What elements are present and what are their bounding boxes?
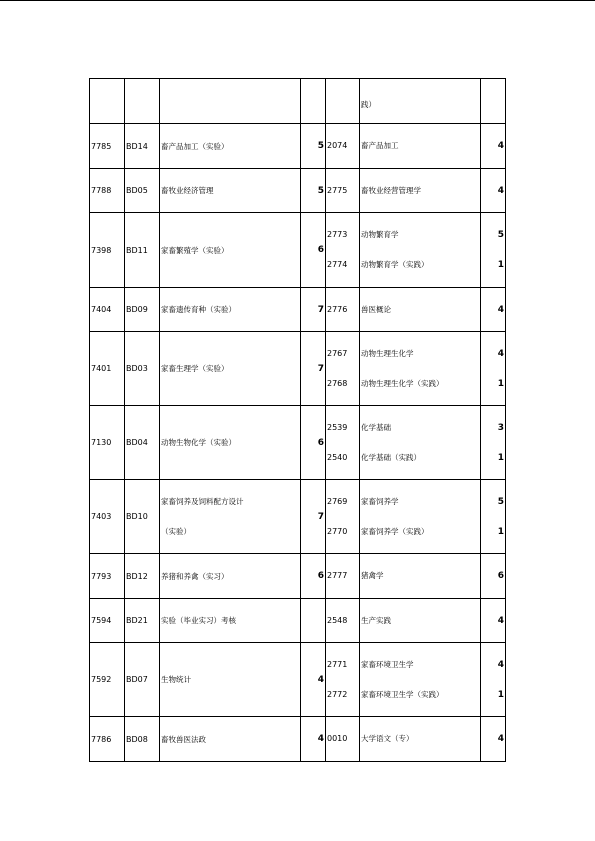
sub-course-credit: 5 bbox=[497, 230, 504, 240]
old-course-name bbox=[160, 480, 301, 554]
sub-course-code: 2776 bbox=[327, 304, 348, 314]
old-course-code: 7130 bbox=[90, 406, 125, 480]
sub-course-code: 2771 bbox=[327, 659, 348, 669]
old-course-code: 7401 bbox=[90, 332, 125, 406]
sub-course-name: 动物生理生化学 bbox=[361, 348, 414, 358]
sub-course-code: 2768 bbox=[327, 378, 348, 388]
new-course-credit bbox=[481, 599, 506, 643]
table-row bbox=[90, 554, 506, 599]
course-mapping-table bbox=[89, 78, 506, 762]
old-course-code: 7786 bbox=[90, 717, 125, 762]
new-course-code bbox=[326, 288, 360, 332]
new-course-name bbox=[360, 480, 481, 554]
new-course-code bbox=[326, 643, 360, 717]
sub-course-code: 2548 bbox=[327, 615, 348, 625]
sub-course-name: 动物生理生化学（实践） bbox=[361, 378, 444, 388]
table-row bbox=[90, 406, 506, 480]
course-id: BD10 bbox=[125, 480, 160, 554]
sub-course-credit: 1 bbox=[497, 526, 504, 537]
new-course-credit bbox=[481, 124, 506, 169]
sub-course-credit: 1 bbox=[497, 689, 504, 700]
sub-course-name: 家畜饲养学（实践） bbox=[361, 526, 429, 536]
new-course-code bbox=[326, 406, 360, 480]
blank-cell bbox=[481, 79, 506, 124]
blank-cell bbox=[90, 79, 125, 124]
new-course-credit bbox=[481, 643, 506, 717]
old-course-name: 养猪和养禽（实习） bbox=[160, 554, 301, 599]
table-row bbox=[90, 643, 506, 717]
new-course-name bbox=[360, 599, 481, 643]
sub-course-code: 0010 bbox=[327, 734, 348, 743]
sub-course-credit: 4 bbox=[497, 659, 504, 670]
sub-course-name: 家畜环境卫生学 bbox=[361, 659, 414, 669]
new-course-name bbox=[360, 717, 481, 762]
new-course-credit bbox=[481, 717, 506, 762]
old-course-code: 7785 bbox=[90, 124, 125, 169]
sub-course-name: 动物繁育学 bbox=[361, 230, 399, 239]
sub-course-name: 动物繁育学（实践） bbox=[361, 260, 429, 269]
new-course-name bbox=[360, 554, 481, 599]
new-course-credit bbox=[481, 554, 506, 599]
table-row bbox=[90, 124, 506, 169]
course-id: BD14 bbox=[125, 124, 160, 169]
sub-course-credit: 1 bbox=[497, 260, 504, 270]
course-id: BD08 bbox=[125, 717, 160, 762]
old-course-code: 7788 bbox=[90, 169, 125, 213]
sub-course-credit: 1 bbox=[497, 378, 504, 389]
old-course-name: 家畜遗传育种（实验） bbox=[160, 288, 301, 332]
old-course-name: 畜牧兽医法政 bbox=[160, 717, 301, 762]
new-course-credit bbox=[481, 288, 506, 332]
course-name-line: 家畜饲养及饲料配方设计 bbox=[161, 496, 244, 506]
table-row bbox=[90, 599, 506, 643]
old-course-credit: 7 bbox=[301, 332, 326, 406]
old-course-name: 畜产品加工（实验） bbox=[160, 124, 301, 169]
sub-course-code: 2540 bbox=[327, 452, 348, 462]
course-name-line: （实验） bbox=[161, 526, 191, 536]
old-course-name: 动物生物化学（实验） bbox=[160, 406, 301, 480]
course-id: BD12 bbox=[125, 554, 160, 599]
new-course-name bbox=[360, 332, 481, 406]
new-course-code bbox=[326, 124, 360, 169]
sub-course-code: 2773 bbox=[327, 230, 348, 239]
new-course-credit bbox=[481, 406, 506, 480]
course-id: BD09 bbox=[125, 288, 160, 332]
table-row bbox=[90, 288, 506, 332]
table-row bbox=[90, 169, 506, 213]
old-course-name: 畜牧业经济管理 bbox=[160, 169, 301, 213]
sub-course-credit: 1 bbox=[497, 452, 504, 463]
sub-course-code: 2770 bbox=[327, 526, 348, 536]
sub-course-name: 猪禽学 bbox=[361, 571, 384, 580]
table-row bbox=[90, 79, 506, 124]
old-course-credit: 4 bbox=[301, 717, 326, 762]
new-course-credit bbox=[481, 169, 506, 213]
table-row bbox=[90, 480, 506, 554]
sub-course-credit: 4 bbox=[497, 185, 504, 196]
old-course-code: 7398 bbox=[90, 213, 125, 288]
new-course-credit bbox=[481, 213, 506, 288]
old-course-code: 7592 bbox=[90, 643, 125, 717]
old-course-name: 家畜生理学（实验） bbox=[160, 332, 301, 406]
page-top-rule bbox=[0, 0, 595, 1]
old-course-credit: 6 bbox=[301, 406, 326, 480]
continued-course-name: 践） bbox=[360, 79, 481, 124]
old-course-credit: 5 bbox=[301, 124, 326, 169]
sub-course-name: 畜牧业经营管理学 bbox=[361, 185, 421, 195]
blank-cell bbox=[326, 79, 360, 124]
course-id: BD07 bbox=[125, 643, 160, 717]
old-course-credit: 4 bbox=[301, 643, 326, 717]
new-course-code bbox=[326, 213, 360, 288]
sub-course-code: 2539 bbox=[327, 422, 348, 432]
sub-course-code: 2772 bbox=[327, 689, 348, 699]
course-id: BD21 bbox=[125, 599, 160, 643]
sub-course-code: 2775 bbox=[327, 185, 348, 195]
new-course-code bbox=[326, 554, 360, 599]
new-course-name bbox=[360, 213, 481, 288]
sub-course-code: 2774 bbox=[327, 260, 348, 269]
sub-course-name: 家畜饲养学 bbox=[361, 496, 399, 506]
course-id: BD03 bbox=[125, 332, 160, 406]
sub-course-credit: 4 bbox=[497, 734, 504, 744]
new-course-code bbox=[326, 480, 360, 554]
blank-cell bbox=[301, 79, 326, 124]
old-course-name: 生物统计 bbox=[160, 643, 301, 717]
sub-course-code: 2767 bbox=[327, 348, 348, 358]
new-course-credit bbox=[481, 480, 506, 554]
sub-course-code: 2074 bbox=[327, 141, 348, 150]
old-course-credit bbox=[301, 599, 326, 643]
new-course-name bbox=[360, 124, 481, 169]
old-course-code: 7594 bbox=[90, 599, 125, 643]
old-course-name: 家畜繁殖学（实验） bbox=[160, 213, 301, 288]
sub-course-name: 兽医概论 bbox=[361, 304, 391, 314]
old-course-code: 7793 bbox=[90, 554, 125, 599]
sub-course-name: 化学基础（实践） bbox=[361, 452, 421, 462]
new-course-code bbox=[326, 717, 360, 762]
old-course-credit: 7 bbox=[301, 288, 326, 332]
old-course-code: 7403 bbox=[90, 480, 125, 554]
course-id: BD04 bbox=[125, 406, 160, 480]
sub-course-name: 生产实践 bbox=[361, 615, 391, 625]
sub-course-code: 2777 bbox=[327, 571, 348, 580]
new-course-name bbox=[360, 643, 481, 717]
sub-course-credit: 4 bbox=[497, 348, 504, 359]
new-course-code bbox=[326, 599, 360, 643]
course-id: BD05 bbox=[125, 169, 160, 213]
blank-cell bbox=[160, 79, 301, 124]
new-course-code bbox=[326, 332, 360, 406]
sub-course-credit: 4 bbox=[497, 615, 504, 626]
old-course-credit: 6 bbox=[301, 554, 326, 599]
sub-course-credit: 5 bbox=[497, 496, 504, 507]
new-course-name bbox=[360, 406, 481, 480]
sub-course-credit: 6 bbox=[497, 571, 504, 581]
sub-course-name: 大学语文（专） bbox=[361, 734, 414, 743]
blank-cell bbox=[125, 79, 160, 124]
new-course-code bbox=[326, 169, 360, 213]
old-course-credit: 6 bbox=[301, 213, 326, 288]
table-row bbox=[90, 213, 506, 288]
old-course-name: 实验（毕业实习）考核 bbox=[160, 599, 301, 643]
old-course-code: 7404 bbox=[90, 288, 125, 332]
sub-course-credit: 4 bbox=[497, 141, 504, 151]
new-course-name bbox=[360, 169, 481, 213]
new-course-credit bbox=[481, 332, 506, 406]
sub-course-name: 家畜环境卫生学（实践） bbox=[361, 689, 444, 699]
old-course-credit: 5 bbox=[301, 169, 326, 213]
sub-course-name: 化学基础 bbox=[361, 422, 391, 432]
course-id: BD11 bbox=[125, 213, 160, 288]
old-course-credit: 7 bbox=[301, 480, 326, 554]
table-row bbox=[90, 717, 506, 762]
sub-course-name: 畜产品加工 bbox=[361, 141, 399, 150]
table-row bbox=[90, 332, 506, 406]
sub-course-credit: 3 bbox=[497, 422, 504, 433]
sub-course-credit: 4 bbox=[497, 304, 504, 315]
sub-course-code: 2769 bbox=[327, 496, 348, 506]
new-course-name bbox=[360, 288, 481, 332]
